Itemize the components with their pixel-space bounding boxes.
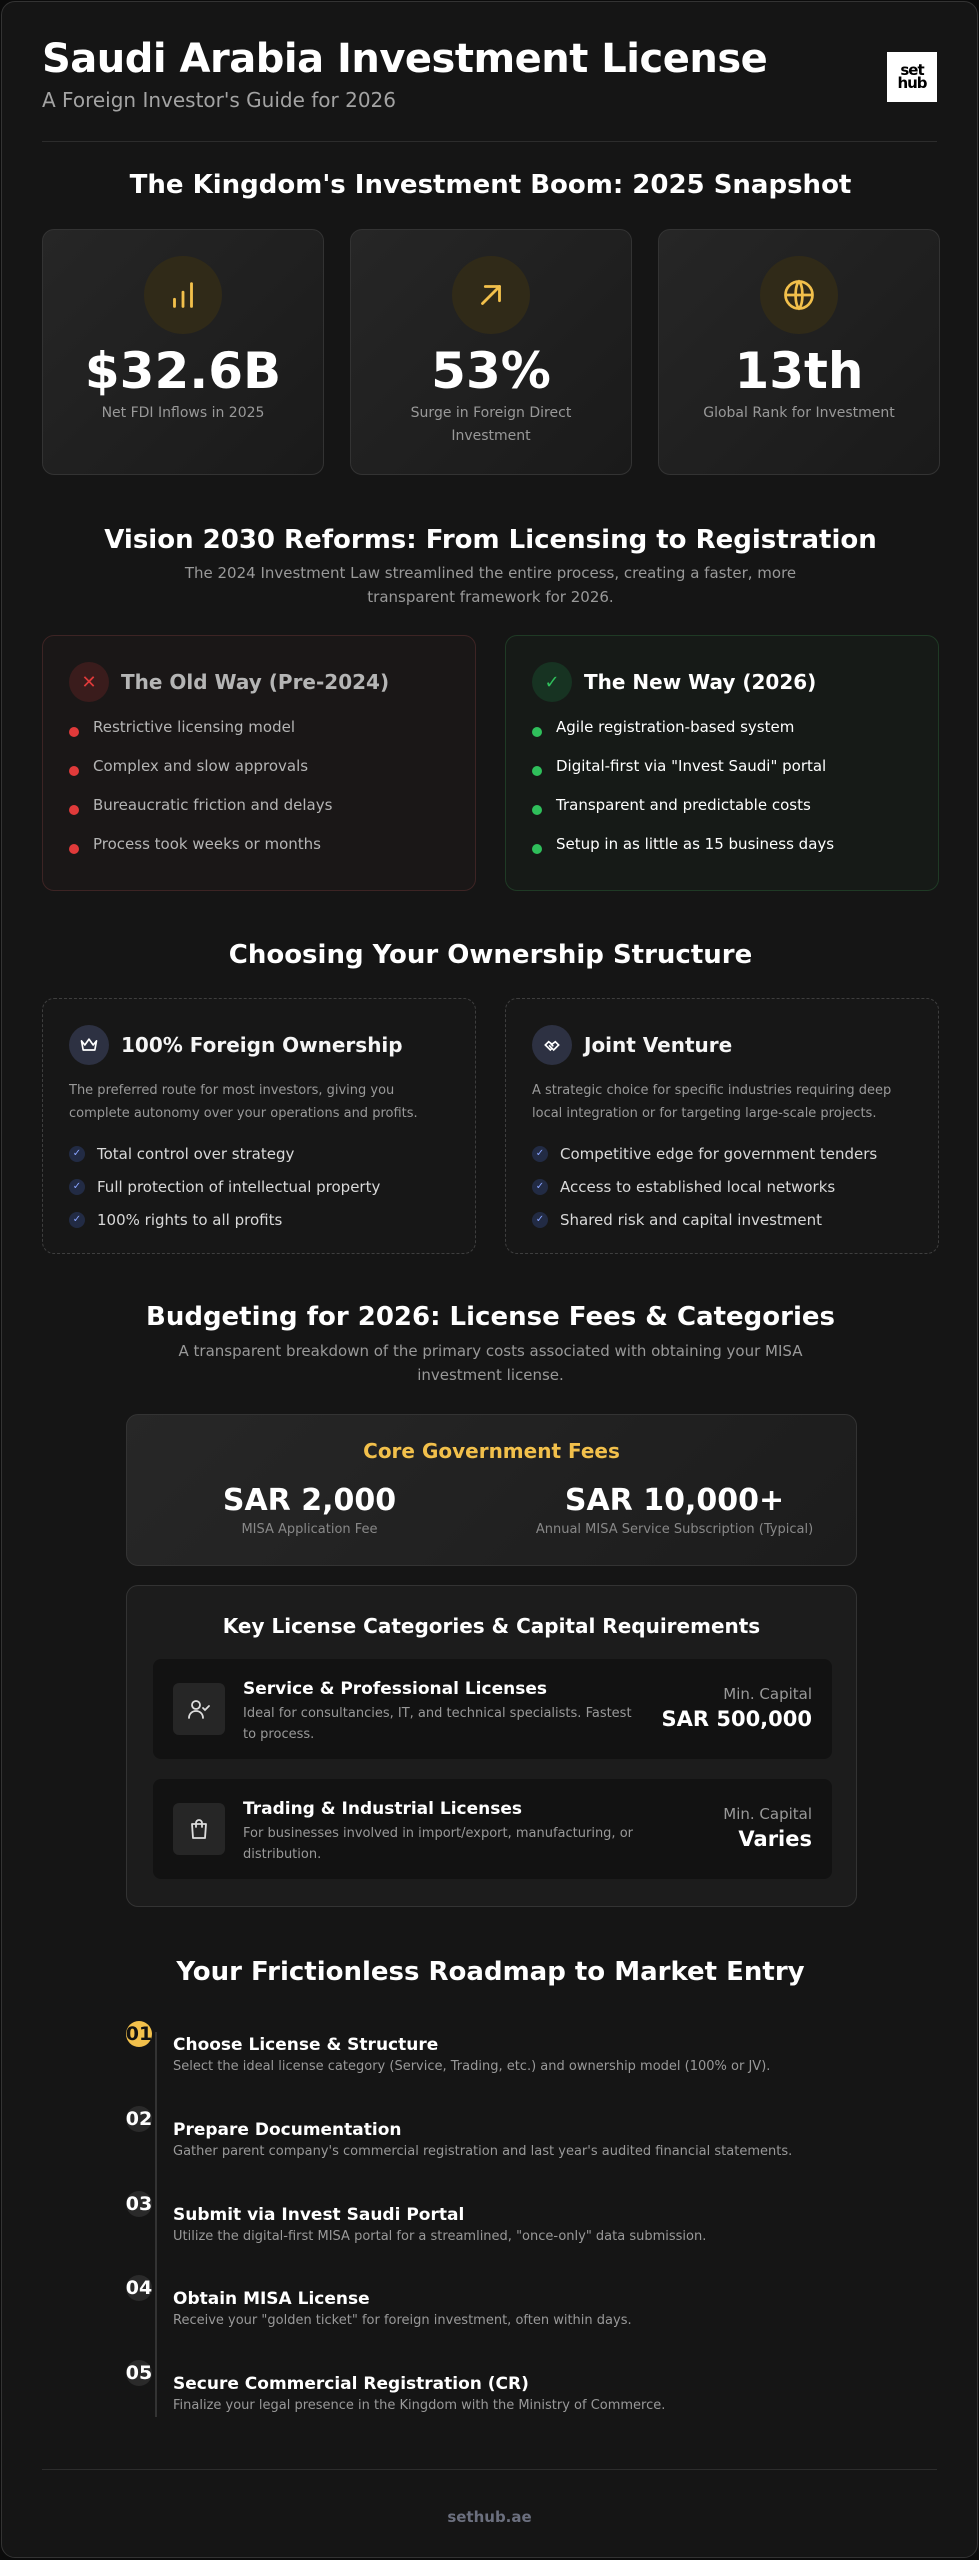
list-item-text: Agile registration-based system	[556, 718, 795, 736]
list-item	[532, 1170, 877, 1203]
list-item-text: Shared risk and capital investment	[560, 1210, 823, 1229]
stat-label: Surge in Foreign Direct Investment	[410, 405, 572, 444]
list-item	[532, 796, 834, 835]
fee-value: SAR 2,000	[222, 1483, 397, 1518]
step-title: Secure Commercial Registration (CR)	[173, 2374, 529, 2394]
list-item	[69, 718, 332, 757]
list-item	[69, 1203, 380, 1236]
fee-value: SAR 10,000+	[564, 1483, 785, 1518]
new-way-card	[505, 635, 939, 891]
category-desc: Ideal for consultancies, IT, and technical specialists. Fastest to process.	[243, 1706, 632, 1742]
list-item	[532, 718, 834, 757]
list-item-text: Total control over strategy	[97, 1144, 295, 1163]
step-number: 03	[125, 2193, 153, 2215]
min-capital-value: Varies	[738, 1827, 812, 1851]
page-title: Saudi Arabia Investment License	[42, 36, 768, 82]
ownership-card-title: 100% Foreign Ownership	[121, 1033, 403, 1057]
old-way-card	[42, 635, 476, 891]
check-icon: ✓	[69, 1179, 85, 1195]
green-dot-icon	[532, 805, 542, 815]
step-desc: Select the ideal license category (Service, Trading, etc.) and ownership model (100% or JV).	[173, 2059, 771, 2074]
bar-chart-icon	[144, 256, 222, 334]
fee-application	[127, 1483, 492, 1537]
list-item-text: Access to established local networks	[560, 1177, 836, 1196]
fees-title: Core Government Fees	[363, 1439, 620, 1463]
logo-line-2: hub	[897, 74, 927, 92]
category-title: Trading & Industrial Licenses	[243, 1799, 523, 1819]
check-icon: ✓	[532, 1212, 548, 1228]
core-fees-card	[126, 1414, 857, 1566]
red-dot-icon	[69, 844, 79, 854]
list-item-text: Full protection of intellectual property	[97, 1177, 381, 1196]
list-item	[69, 1170, 380, 1203]
snapshot-title: The Kingdom's Investment Boom: 2025 Snapshot	[129, 170, 852, 200]
ownership-card-desc: A strategic choice for specific industries requiring deep local integration or for targeting large-scale projects.	[532, 1083, 892, 1121]
list-item-text: Restrictive licensing model	[93, 718, 295, 736]
step-title: Obtain MISA License	[173, 2289, 370, 2309]
step-number: 05	[125, 2362, 153, 2384]
check-icon: ✓	[532, 1146, 548, 1162]
page-subtitle: A Foreign Investor's Guide for 2026	[42, 88, 396, 112]
step-desc: Receive your "golden ticket" for foreign investment, often within days.	[173, 2313, 632, 2328]
x-icon: ✕	[69, 662, 109, 702]
roadmap-title: Your Frictionless Roadmap to Market Entry	[176, 1957, 805, 1987]
footer	[42, 2469, 937, 2558]
green-dot-icon	[532, 844, 542, 854]
red-dot-icon	[69, 766, 79, 776]
timeline-line	[155, 2032, 157, 2417]
list-item-text: Complex and slow approvals	[93, 757, 309, 775]
list-item	[69, 1137, 380, 1170]
category-desc: For businesses involved in import/export, manufacturing, or distribution.	[243, 1826, 633, 1862]
new-way-title: The New Way (2026)	[584, 670, 817, 694]
ownership-benefits-list	[69, 1137, 380, 1236]
list-item-text: Process took weeks or months	[93, 835, 321, 853]
budget-subtitle: A transparent breakdown of the primary costs associated with obtaining your MISA investment license.	[178, 1342, 803, 1384]
fee-subscription	[492, 1483, 857, 1537]
ownership-card-title: Joint Venture	[584, 1033, 733, 1057]
categories-title: Key License Categories & Capital Requirements	[222, 1614, 761, 1638]
stat-value: $32.6B	[84, 342, 282, 400]
step-desc: Gather parent company's commercial registration and last year's audited financial statements.	[173, 2144, 793, 2159]
stat-value: 53%	[431, 342, 551, 400]
green-dot-icon	[532, 727, 542, 737]
vision-title: Vision 2030 Reforms: From Licensing to Registration	[104, 525, 877, 555]
list-item	[69, 796, 332, 835]
red-dot-icon	[69, 727, 79, 737]
step-desc: Finalize your legal presence in the Kingdom with the Ministry of Commerce.	[173, 2398, 666, 2413]
new-way-list	[532, 718, 834, 874]
list-item-text: Setup in as little as 15 business days	[556, 835, 835, 853]
list-item	[532, 1203, 877, 1236]
license-categories-card	[126, 1585, 857, 1907]
infographic-page	[1, 1, 978, 2558]
crown-icon	[69, 1025, 109, 1065]
old-way-title: The Old Way (Pre-2024)	[121, 670, 390, 694]
footer-link[interactable]: sethub.ae	[447, 2508, 532, 2526]
check-icon: ✓	[532, 662, 572, 702]
category-row-service	[153, 1659, 832, 1759]
min-capital-value: SAR 500,000	[661, 1707, 812, 1731]
fee-label: Annual MISA Service Subscription (Typical)	[535, 1522, 814, 1537]
globe-icon	[760, 256, 838, 334]
ownership-card-desc: The preferred route for most investors, giving you complete autonomy over your operations and profits.	[69, 1083, 418, 1121]
step-title: Choose License & Structure	[173, 2035, 439, 2055]
logo-line-1: set	[900, 61, 924, 79]
list-item	[69, 757, 332, 796]
list-item-text: 100% rights to all profits	[97, 1210, 283, 1229]
list-item-text: Digital-first via "Invest Saudi" portal	[556, 757, 827, 775]
stat-label: Global Rank for Investment	[703, 405, 895, 421]
list-item	[69, 835, 332, 874]
step-number: 02	[125, 2108, 153, 2130]
category-row-trading	[153, 1779, 832, 1879]
list-item	[532, 757, 834, 796]
handshake-icon	[532, 1025, 572, 1065]
list-item	[532, 835, 834, 874]
step-title: Submit via Invest Saudi Portal	[173, 2205, 465, 2225]
user-check-icon	[173, 1683, 225, 1735]
shopping-bag-icon	[173, 1803, 225, 1855]
stat-value: 13th	[734, 342, 864, 400]
min-capital-label: Min. Capital	[723, 1805, 812, 1823]
old-way-list	[69, 718, 332, 874]
list-item-text: Bureaucratic friction and delays	[93, 796, 333, 814]
green-dot-icon	[532, 766, 542, 776]
step-number: 04	[125, 2277, 153, 2299]
foreign-ownership-card	[42, 998, 476, 1254]
ownership-title: Choosing Your Ownership Structure	[228, 940, 753, 970]
stat-card-surge	[350, 229, 632, 475]
stat-label: Net FDI Inflows in 2025	[101, 405, 265, 421]
check-icon: ✓	[69, 1146, 85, 1162]
min-capital-label: Min. Capital	[723, 1685, 812, 1703]
vision-subtitle: The 2024 Investment Law streamlined the entire process, creating a faster, more transparent framework for 2026.	[184, 564, 797, 606]
red-dot-icon	[69, 805, 79, 815]
sethub-logo[interactable]	[887, 52, 937, 102]
list-item-text: Competitive edge for government tenders	[560, 1144, 878, 1163]
header	[42, 2, 937, 142]
check-icon: ✓	[532, 1179, 548, 1195]
list-item	[532, 1137, 877, 1170]
stat-card-rank	[658, 229, 940, 475]
ownership-benefits-list	[532, 1137, 877, 1236]
step-desc: Utilize the digital-first MISA portal for a streamlined, "once-only" data submission.	[173, 2229, 707, 2244]
joint-venture-card	[505, 998, 939, 1254]
list-item-text: Transparent and predictable costs	[556, 796, 811, 814]
step-number: 01	[125, 2023, 153, 2045]
trend-up-arrow-icon	[452, 256, 530, 334]
check-icon: ✓	[69, 1212, 85, 1228]
budget-title: Budgeting for 2026: License Fees & Categories	[146, 1302, 835, 1332]
fee-label: MISA Application Fee	[241, 1522, 378, 1537]
stat-card-fdi	[42, 229, 324, 475]
step-title: Prepare Documentation	[173, 2120, 402, 2140]
category-title: Service & Professional Licenses	[243, 1679, 547, 1699]
